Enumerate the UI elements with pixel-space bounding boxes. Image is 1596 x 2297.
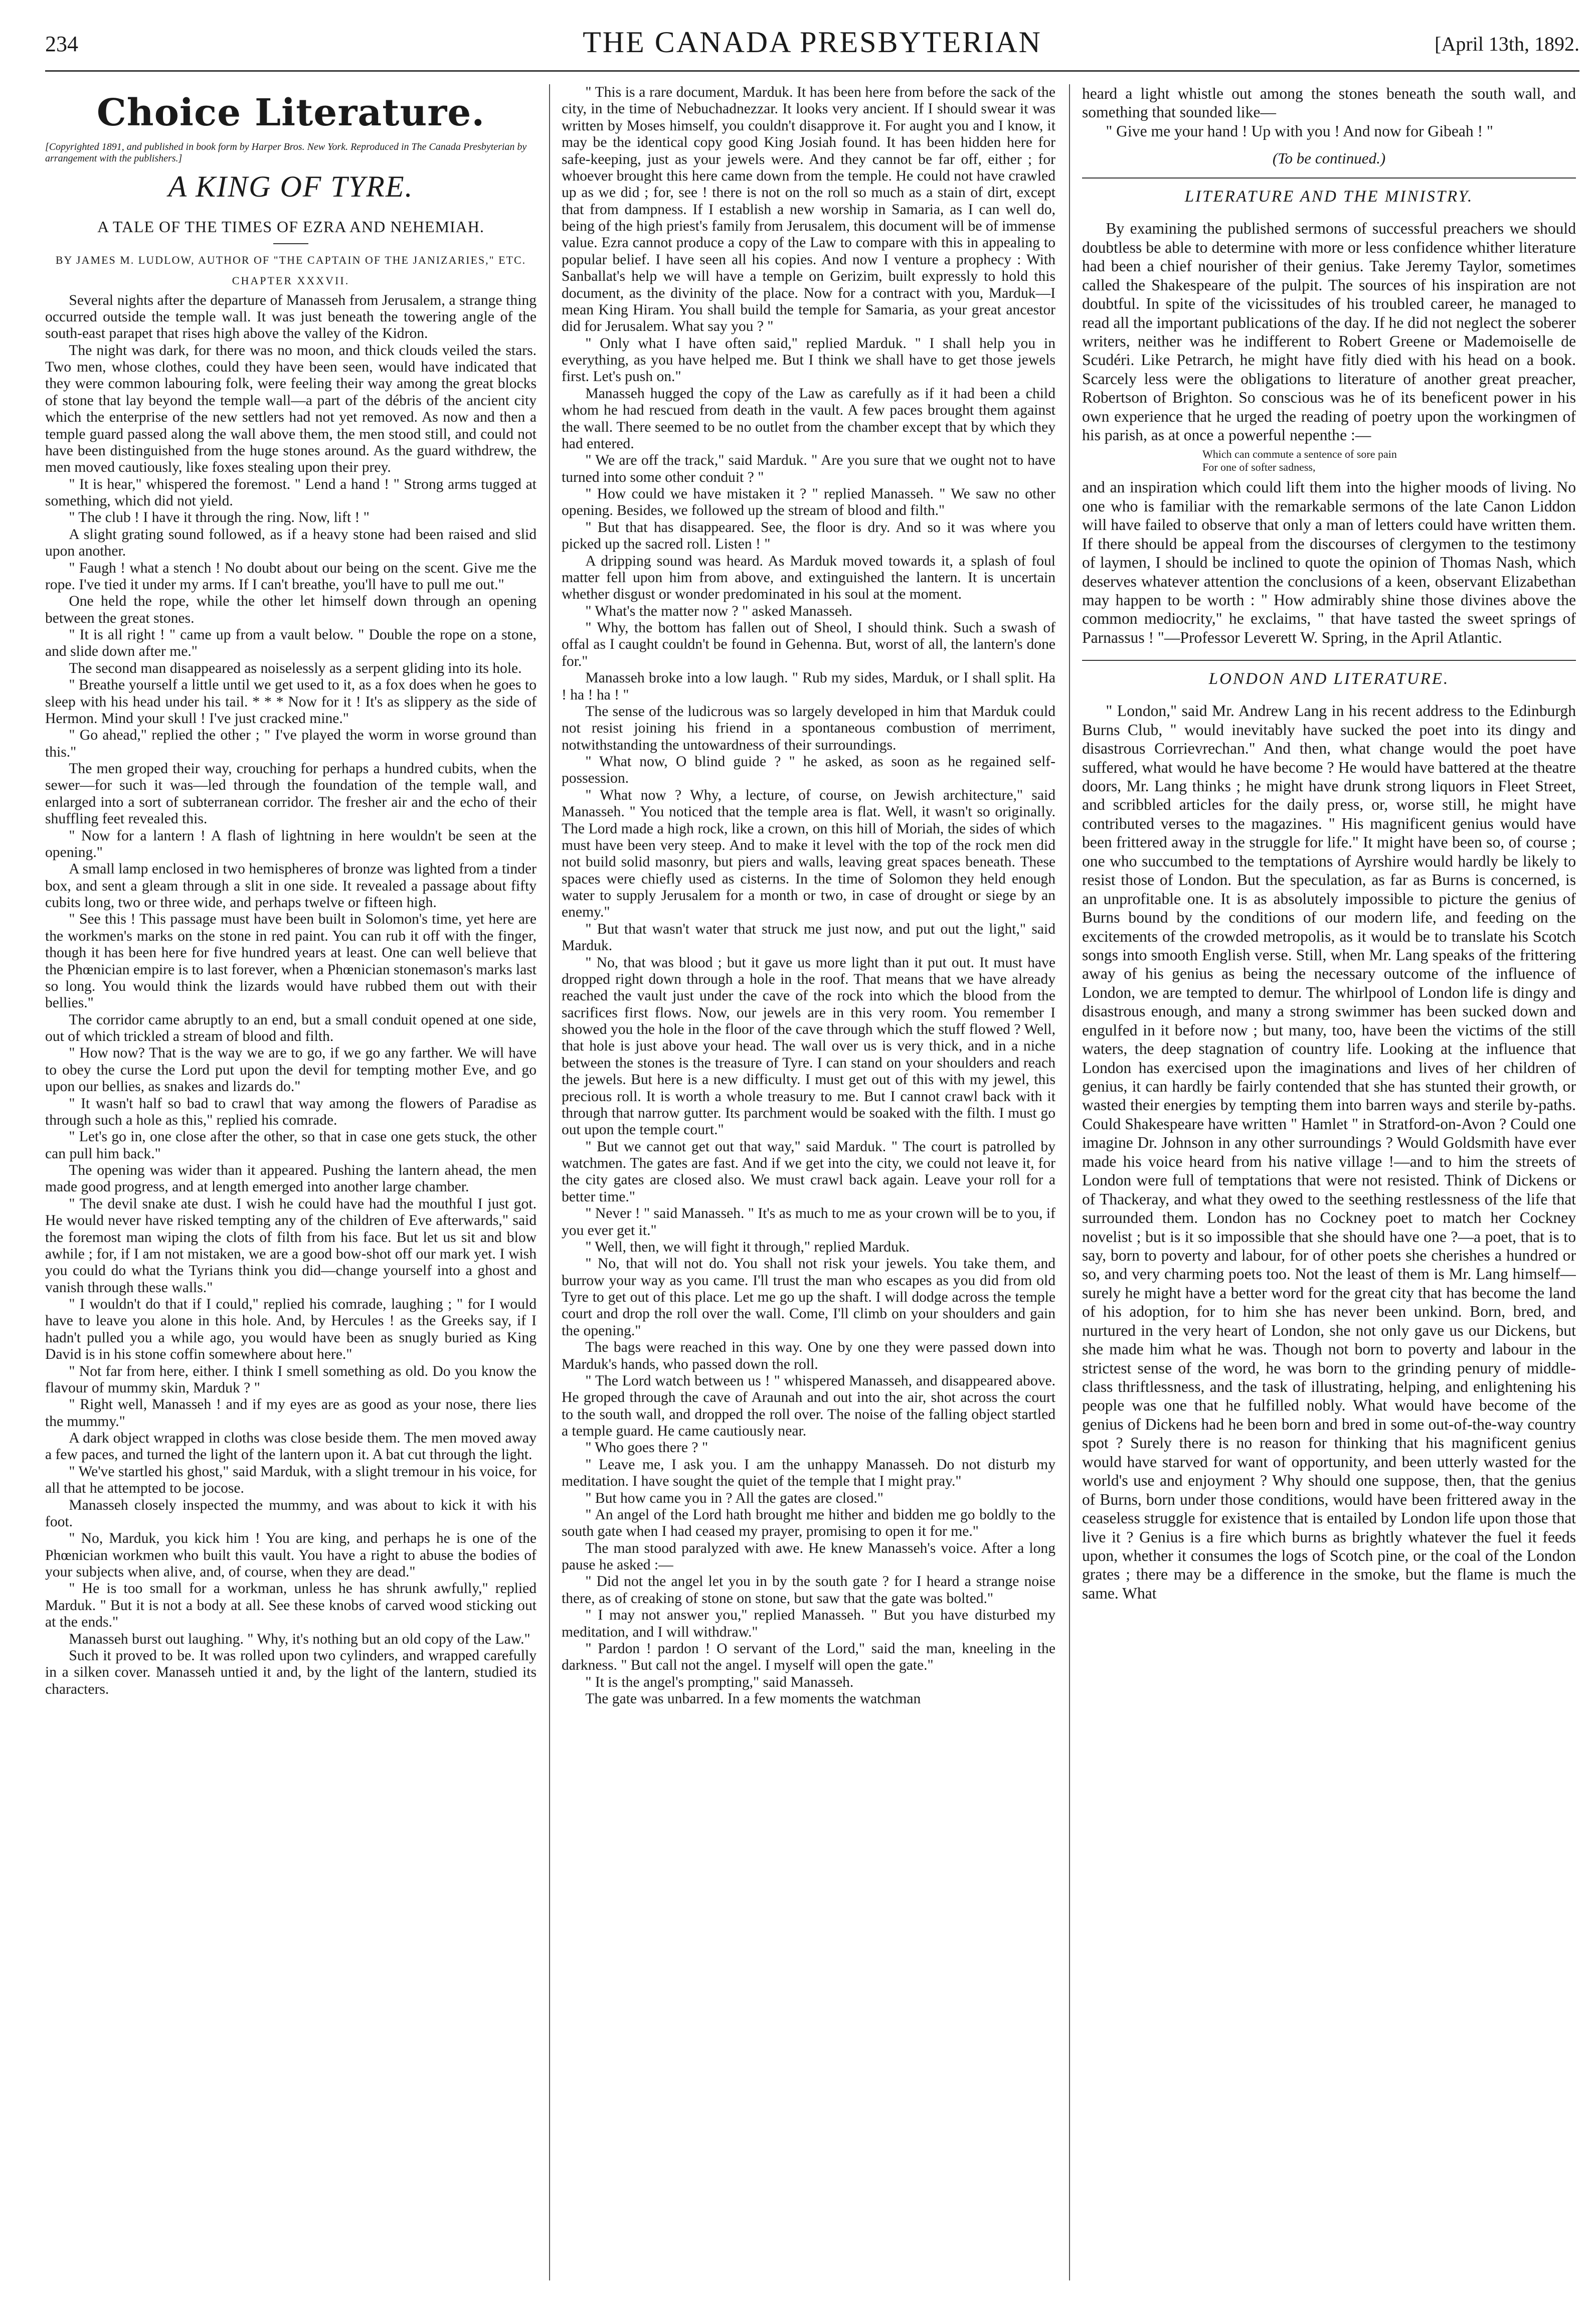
short-rule [273, 243, 308, 244]
paragraph: " Now for a lantern ! A flash of lightning in here wouldn't be seen at the opening." [45, 827, 537, 860]
paragraph: " Not far from here, either. I think I smell something as old. Do you know the flavour of mummy skin, Marduk ? " [45, 1363, 537, 1396]
paragraph: " It is the angel's prompting," said Manasseh. [585, 1674, 854, 1690]
paragraph: and an inspiration which could lift them into the higher moods of living. No one who is familiar with the remarkable sermons of the late Canon Liddon will have failed to observe that only a man of letters could have written them. If there should be appeal from the discourses of clergymen to the testimony of laymen, I should be inclined to quote the opinion of Thomas Nash, which deserves whatever attention the conclusions of a keen, observant Elizabethan may happen to be worth : " How admirably shine those divines above the common mediocrity," he exclaims, " that have tasted the sweet springs of Parnassus ! "—Professor Leverett W. Spring, in the April Atlantic. [1082, 478, 1576, 646]
story-subtitle: A TALE OF THE TIMES OF EZRA AND NEHEMIAH. [97, 218, 484, 236]
paragraph: The man stood paralyzed with awe. He knew Manasseh's voice. After a long pause he asked :— [562, 1540, 1055, 1573]
paragraph: Manasseh burst out laughing. " Why, it's nothing but an old copy of the Law." [69, 1631, 530, 1647]
column-1 [45, 84, 537, 2280]
story-body [45, 292, 537, 1698]
paragraph: The gate was unbarred. In a few moments the watchman [585, 1691, 921, 1707]
department-heading: Choice Literature. [96, 91, 485, 134]
paragraph: " Go ahead," replied the other ; " I've played the worm in worse ground than this." [45, 727, 537, 760]
section-rule [1082, 178, 1576, 179]
paragraph: " We are off the track," said Marduk. " Are you sure that we ought not to have turned into some other conduit ? " [562, 452, 1055, 485]
paragraph: " How now? That is the way we are to go, if we go any farther. We will have to obey the curse the Lord put upon the devil for tempting mother Eve, and go upon our bellies, as snakes and lizards do." [45, 1045, 537, 1095]
paragraph: " The club ! I have it through the ring. Now, lift ! " [69, 509, 370, 526]
story-continuation [1082, 84, 1576, 140]
paragraph: " What now ? Why, a lecture, of course, on Jewish architecture," said Manasseh. " You noticed that the temple area is flat. Well, it wasn't so originally. The Lord made a high rock, like a crown, on this hill of Moriah, the sides of which must have been very steep. And to make it level with the top of the rock men did not build solid masonry, but piers and walls, leaving great spaces beneath. These spaces were chiefly used as cisterns. In the time of Solomon they held enough water to supply Jerusalem for a month or two, in case of drought or siege by an enemy." [562, 787, 1055, 921]
paragraph: " Let's go in, one close after the other, so that in case one gets stuck, the other can pull him back." [45, 1129, 537, 1162]
paragraph: " Faugh ! what a stench ! No doubt about our being on the scent. Give me the rope. I've tied it under my arms. If I can't breathe, you'll have to pull me out." [45, 560, 537, 593]
paragraph: " Pardon ! pardon ! O servant of the Lord," said the man, kneeling in the darkness. " But call not the angel. I myself will open the gate." [562, 1640, 1055, 1674]
paragraph: The men groped their way, crouching for perhaps a hundred cubits, when the sewer—for such it was—led through the foundation of the temple wall, and enlarged into a sort of subterranean corridor. The fresher air and the echo of their shuffling feet revealed this. [45, 761, 537, 827]
paragraph: Manasseh hugged the copy of the Law as carefully as if it had been a child whom he had rescued from death in the vault. A few paces brought them against the wall. There seemed to be no outlet from the chamber except that by which they had entered. [562, 385, 1055, 452]
paragraph: " The devil snake ate dust. I wish he could have had the mouthful I just got. He would never have risked tempting any of the children of Eve afterwards," said the foremost man wiping the clots of filth from his face. But let us sit and blow awhile ; for, if I am not mistaken, we are a good bow-shot off our mark yet. I wish you could do what the Tyrians think you did—change yourself into a ghost and vanish through these walls." [45, 1195, 537, 1296]
paragraph: " Leave me, I ask you. I am the unhappy Manasseh. Do not disturb my meditation. I have sought the quiet of the temple that I might pray." [562, 1456, 1055, 1490]
newspaper-title: THE CANADA PRESBYTERIAN [583, 26, 1042, 59]
paragraph: The bags were reached in this way. One by one they were passed down into Marduk's hands, who passed down the roll. [562, 1339, 1055, 1372]
paragraph: By examining the published sermons of successful preachers we should doubtless be able to determine with more or less confidence whither literature had been a chief nourisher of their genius. Take Jeremy Taylor, sometimes called the Shakespeare of the pulpit. The sources of his inspiration are not doubtful. In spite of the vicissitudes of his troubled career, he managed to read all the important publications of the day. If he did not neglect the soberer writers, neither was he indifferent to Robert Greene or Mademoiselle de Scudéri. Like Petrarch, he might have fitly died with his head on a book. Scarcely less were the obligations to literature of another great preacher, Robertson of Brighton. So conscious was he of its beneficent power in his own experience that he urged the reading of poetry upon the workingmen of his parish, as at once a powerful nepenthe :— [1082, 220, 1576, 444]
paragraph: " I wouldn't do that if I could," replied his comrade, laughing ; " for I would have to leave you alone in this hole. And, by Hercules ! as the Greeks say, if I hadn't pulled you a while ago, you would have been as snugly buried as King David is in his stone coffin somewhere about here." [45, 1296, 537, 1363]
paragraph: Manasseh closely inspected the mummy, and was about to kick it with his foot. [45, 1497, 537, 1530]
verse-line: Which can commute a sentence of sore pain [1202, 447, 1397, 460]
paragraph: " An angel of the Lord hath brought me hither and bidden me go boldly to the south gate when I had ceased my prayer, promising to open it for me." [562, 1506, 1055, 1540]
column-3 [1082, 84, 1576, 2280]
paragraph: Such it proved to be. It was rolled upon two cylinders, and wrapped carefully in a silken cover. Manasseh untied it and, by the light of the lantern, studied its characters. [45, 1647, 537, 1697]
paragraph: " This is a rare document, Marduk. It has been here from before the sack of the city, in the time of Nebuchadnezzar. It looks very ancient. If I should swear it was written by Moses himself, you couldn't disapprove it. For aught you and I know, it may be the identical copy good King Josiah found. It has been hidden here for safe-keeping, just as your jewels were. And they cannot be far off, either ; for whoever brought this here came down from the temple. He could not have crawled up as we did ; for, see ! there is not on the roll so much as a stain of dirt, except that from dampness. If I establish a new worship in Samaria, as I can well do, being of the high priest's family from Jerusalem, this document will be of immense value. Ezra cannot produce a copy of the Law to compare with this in appealing to popular belief. I have seen all his copies. And now I venture a prophecy : With Sanballat's help we will have a temple on Gerizim, built expressly to hold this document, as the divinity of the place. Now for a contract with you, Marduk—I mean King Hiram. You shall build the temple for Samaria, as your great ancestor did for Jerusalem. What say you ? " [562, 84, 1055, 335]
paragraph: " Breathe yourself a little until we get used to it, as a fox does when he goes to sleep with his head under his tail. * * * Now for it ! It's as slippery as the side of Hermon. Mind your skull ! I've just cracked mine." [45, 677, 537, 727]
paragraph: " We've startled his ghost," said Marduk, with a slight tremour in his voice, for all that he attempted to be jocose. [45, 1463, 537, 1497]
paragraph: Several nights after the departure of Manasseh from Jerusalem, a strange thing occurred outside the temple wall. It was just beneath the towering angle of the south-east parapet that rises high above the valley of the Kidron. [45, 292, 537, 342]
paragraph: " Only what I have often said," replied Marduk. " I shall help you in everything, as you have helped me. But I think we shall have to get those jewels first. Let's push on." [562, 335, 1055, 385]
paragraph: " What's the matter now ? " asked Manasseh. [585, 603, 853, 619]
column-divider [1069, 84, 1070, 2280]
paragraph: A dark object wrapped in cloths was close beside them. The men moved away a few paces, and turned the light of the lantern upon it. A bat cut through the light. [45, 1430, 537, 1463]
to-be-continued: (To be continued.) [1272, 149, 1386, 167]
paragraph: " I may not answer you," replied Manasseh. " But you have disturbed my meditation, and I will withdraw." [562, 1607, 1055, 1640]
paragraph: Manasseh broke into a low laugh. " Rub my sides, Marduk, or I shall split. Ha ! ha ! ha ! " [562, 670, 1055, 703]
page-number: 234 [45, 32, 78, 56]
header-rule [45, 70, 1579, 72]
paragraph: " But how came you in ? All the gates are closed." [585, 1490, 883, 1506]
verse-line: For one of softer sadness, [1202, 460, 1316, 473]
paragraph: " But that wasn't water that struck me just now, and put out the light," said Marduk. [562, 921, 1055, 954]
paragraph: " Did not the angel let you in by the south gate ? for I heard a strange noise there, as of creaking of stone on stone, but saw that the gate was bolted." [562, 1573, 1055, 1607]
paragraph: The second man disappeared as noiselessly as a serpent gliding into its hole. [69, 660, 522, 676]
paragraph: " What now, O blind guide ? " he asked, as soon as he regained self-possession. [562, 754, 1055, 787]
paragraph: A dripping sound was heard. As Marduk moved towards it, a splash of foul matter fell upon him from above, and extinguished the lantern. It is uncertain whether disgust or wonder predominated in his soul at the moment. [562, 553, 1055, 603]
section-rule [1082, 660, 1576, 661]
copyright-notice: [Copyrighted 1891, and published in book form by Harper Bros. New York. Reproduced in The Canada Presbyterian by arrangement with the publishers.] [45, 141, 527, 164]
verse-quote [1202, 448, 1576, 474]
column-2 [562, 84, 1055, 2280]
page-header [45, 22, 1579, 67]
paragraph: " No, that will not do. You shall not risk your jewels. You take them, and burrow your way as you came. I'll trust the man who escapes as you did from old Tyre to get out of this place. Let me go up the shaft. I will dodge across the temple court and drop the roll over the wall. Come, I'll climb on your shoulders and gain the opening." [562, 1256, 1055, 1339]
byline: BY JAMES M. LUDLOW, AUTHOR OF "THE CAPTAIN OF THE JANIZARIES," ETC. [55, 254, 526, 267]
paragraph: " Never ! " said Manasseh. " It's as much to me as your crown will be to you, if you ever get it." [562, 1205, 1055, 1239]
paragraph: " Why, the bottom has fallen out of Sheol, I should think. Such a swash of offal as I caught couldn't be found in Gehenna. But, worst of all, the lantern's done for." [562, 620, 1055, 669]
paragraph: The corridor came abruptly to an end, but a small conduit opened at one side, out of which trickled a stream of blood and filth. [45, 1011, 537, 1045]
paragraph: " No, Marduk, you kick him ! You are king, and perhaps he is one of the Phœnician workmen who built this vault. You have a right to abuse the bodies of your subjects when alive, and, of course, when they are dead." [45, 1530, 537, 1580]
story-body-continued [562, 84, 1055, 1707]
section-title-london-literature: LONDON AND LITERATURE. [1208, 670, 1450, 688]
chapter-heading: CHAPTER XXXVII. [232, 274, 350, 287]
paragraph: " Who goes there ? " [585, 1440, 708, 1456]
section-title-literature-ministry: LITERATURE AND THE MINISTRY. [1184, 188, 1474, 206]
article-literature-ministry-continued [1082, 478, 1576, 647]
paragraph: " London," said Mr. Andrew Lang in his recent address to the Edinburgh Burns Club, " would inevitably have sucked the poet into its dingy and disastrous Corrievrechan." And then, what change would the poet have suffered, what would he have become ? He would have battered at the theatre doors, Mr. Lang thinks ; he might have drunk strong liquors in Fleet Street, and scribbled articles for the daily press, or, worse still, he might have contributed verses to the magazines. " His magnificent genius would have been frittered away in the struggle for life." It might have been so, of course ; one who succumbed to the temptations of Ayrshire would hardly be likely to resist those of London. But the speculation, as far as Burns is concerned, is an unprofitable one. It is as absolutely impossible to picture the genius of Burns bound by the conditions of our modern life, and feeding on the excitements of the crowded metropolis, as it would be to translate his Scotch songs into smooth English verse. Still, when Mr. Lang speaks of the frittering away of his genius as being the necessary outcome of the influence of London, we are tempted to demur. The whirlpool of London life is dingy and disastrous enough, and many a strong swimmer has been sucked down and engulfed in it before now ; but many, too, have been the victims of the still waters, the deep stagnation of country life. Looking at the influence that London has exercised upon the imaginations and lives of her children of genius, it can hardly be fairly contended that she has stunted their growth, or wasted their energies by tempting them into barren ways and sterile by-paths. Could Shakespeare have written " Hamlet " in Stratford-on-Avon ? Could one imagine Dr. Johnson in any other surroundings ? Would Goldsmith have ever made his voice heard from his native village !—and to him the streets of London were full of temptations that were not resisted. Think of Dickens or of Thackeray, and what they owed to the seething restlessness of the life that surrounded them. London has no Cockney poet to match her Cockney novelist ; but is it so impossible that she should have one ?—a poet, that is to say, born to poverty and labour, for of other poets she cherishes a hundred or so, and very charming poets too. Not the least of them is Mr. Lang himself—surely he might have a better word for the great city that has become the land of his adoption, for to him she has never been unkind. Born, bred, and nurtured in the very heart of London, she not only gave us our Dickens, but she made him what he was. Though not born to poverty and labour in the strictest sense of the word, he was born to the grinding penury of middle-class thriftlessness, and the task of illustrating, helping, and enlightening his people was one that he fulfilled nobly. What would have become of the genius of Dickens had he been born and bred in some out-of-the-way country spot ? Surely there is no reason for thinking that his magnificent genius would have starved for want of opportunity, and been utterly wasted for the world's use and enjoyment ? Why should one suppose, then, that the genius of Burns, born under those conditions, would have been frittered away in the ceaseless struggle for existence that is entailed by London life upon those that live it ? Genius is a fire which burns as brightly whatever the fuel it feeds upon, whether it consumes the logs of Scotch pine, or the coal of the London grates ; there may be a difference in the smoke, but the flame is much the same. What [1082, 702, 1576, 1602]
paragraph: " The Lord watch between us ! " whispered Manasseh, and disappeared above. He groped through the cave of Araunah and out into the air, shot across the court to the south wall, and dropped the roll over. The noise of the falling object startled a temple guard. He came cautiously near. [562, 1372, 1055, 1439]
paragraph: " But that has disappeared. See, the floor is dry. And so it was where you picked up the sacred roll. Listen ! " [562, 519, 1055, 553]
article-literature-ministry [1082, 219, 1576, 444]
paragraph: " Right well, Manasseh ! and if my eyes are as good as your nose, there lies the mummy." [45, 1396, 537, 1430]
paragraph: " Well, then, we will fight it through," replied Marduk. [585, 1239, 910, 1255]
paragraph: " He is too small for a workman, unless he has shrunk awfully," replied Marduk. " But it is not a body at all. See these knobs of carved wood sticking out at the ends." [45, 1580, 537, 1631]
story-title: A KING OF TYRE. [168, 170, 414, 203]
paragraph: " How could we have mistaken it ? " replied Manasseh. " We saw no other opening. Besides, we followed up the stream of blood and filth." [562, 486, 1055, 519]
paragraph: One held the rope, while the other let himself down through an opening between the great stones. [45, 593, 537, 626]
paragraph: " See this ! This passage must have been built in Solomon's time, yet here are the workmen's marks on the stone in red paint. You can rub it off with the finger, though it has been here for five hundred years at least. One can well believe that the Phœnician empire is to last forever, when a Phœnician stonemason's marks last so long. You would think the lizards would have rubbed them out with their bellies." [45, 911, 537, 1011]
article-london-literature [1082, 701, 1576, 1603]
paragraph: " It is all right ! " came up from a vault below. " Double the rope on a stone, and slide down after me." [45, 627, 537, 660]
paragraph: The opening was wider than it appeared. Pushing the lantern ahead, the men made good progress, and at length emerged into another large chamber. [45, 1162, 537, 1195]
issue-date: [April 13th, 1892. [1435, 33, 1579, 55]
paragraph: A small lamp enclosed in two hemispheres of bronze was lighted from a tinder box, and sent a gleam through a slit in one side. It revealed a passage about fifty cubits long, two or three wide, and perhaps twelve or fifteen high. [45, 861, 537, 911]
column-divider [549, 84, 550, 2280]
paragraph: heard a light whistle out among the stones beneath the south wall, and something that sounded like— [1082, 85, 1576, 121]
paragraph: " Give me your hand ! Up with you ! And now for Gibeah ! " [1106, 122, 1493, 140]
paragraph: The sense of the ludicrous was so largely developed in him that Marduk could not resist joining his friend in a spontaneous combustion of merriment, notwithstanding the untowardness of their surroundings. [562, 703, 1055, 753]
paragraph: " It wasn't half so bad to crawl that way among the flowers of Paradise as through such a hole as this," replied his comrade. [45, 1095, 537, 1128]
paragraph: The night was dark, for there was no moon, and thick clouds veiled the stars. Two men, whose clothes, could they have been seen, would have indicated that they were common labouring folk, were feeling their way among the great blocks of stone that lay beyond the temple wall—a part of the débris of the ancient city which the enterprise of the new settlers had not yet removed. As now and then a temple guard passed along the wall above them, the men stood still, and could not have been distinguished from the huge stones around. As the guard withdrew, the men moved cautiously, like foxes stealing upon their prey. [45, 342, 537, 476]
paragraph: A slight grating sound followed, as if a heavy stone had been raised and slid upon another. [45, 526, 537, 560]
paragraph: " But we cannot get out that way," said Marduk. " The court is patrolled by watchmen. The gates are fast. And if we get into the city, we could not leave it, for the city gates are closed also. We must crawl back again. Leave your roll for a better time." [562, 1138, 1055, 1205]
paragraph: " No, that was blood ; but it gave us more light than it put out. It must have dropped right down through a hole in the roof. That means that we have already reached the vault just under the cave of the rock into which the blood from the sacrifices first flows. Now, our jewels are in this very room. You remember I showed you the hole in the floor of the cave through which the stuff flowed ? Well, that hole is just above your head. The wall over us is very thick, and in a niche between the stones is the treasure of Tyre. I can stand on your shoulders and reach the jewels. But here is a new difficulty. I must get out of this with my jewel, this precious roll. It is worth a whole treasury to me. But I cannot crawl back with it through that narrow gutter. Its parchment would be soaked with the filth. I must go out upon the temple court." [562, 954, 1055, 1138]
paragraph: " It is hear," whispered the foremost. " Lend a hand ! " Strong arms tugged at something, which did not yield. [45, 476, 537, 509]
